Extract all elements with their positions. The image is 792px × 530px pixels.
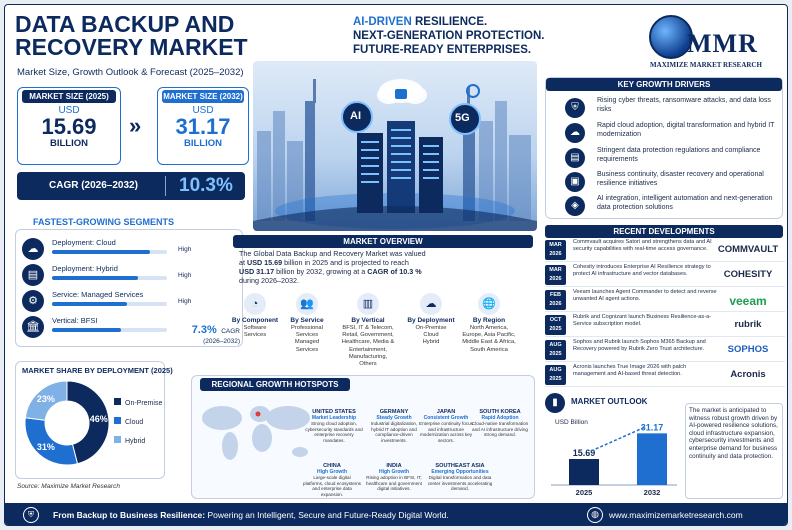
development-date: [545, 365, 566, 385]
tagline: [353, 15, 544, 57]
driver-item: [561, 122, 781, 146]
development-text: Acronis launches True Image 2026 with patch management and AI-based threat detection.: [573, 364, 687, 377]
pie-chart-icon: ◔: [244, 293, 266, 315]
development-date: [545, 265, 566, 285]
legend-swatch: [114, 436, 121, 443]
region-card: [427, 463, 493, 492]
driver-text: Stringent data protection regulations and compliance requirements: [597, 147, 761, 163]
cagr-label: CAGR (2026–2032): [49, 180, 138, 191]
driver-item: [561, 171, 781, 195]
segment-row: [22, 238, 232, 264]
date-month: AUG: [549, 367, 562, 373]
infographic-page: [4, 4, 788, 526]
segment-bar: [52, 302, 127, 306]
unit-label: BILLION: [184, 138, 222, 149]
bar-value-label: 15.69: [572, 447, 596, 458]
deployment-share-heading: MARKET SHARE BY DEPLOYMENT (2025): [22, 366, 173, 375]
segment-label: Deployment: Hybrid: [52, 264, 118, 273]
region-card: [471, 409, 529, 438]
bar-chart-icon: ▮: [545, 393, 565, 413]
building-icon: ▥: [357, 293, 379, 315]
legend-swatch: [114, 417, 121, 424]
region-desc: Enterprise continuity focus and infrastructure modernization across key sectors.: [419, 421, 473, 443]
driver-item: [561, 97, 781, 121]
donut-slice-label: 46%: [89, 413, 108, 424]
segment-label: Deployment: Cloud: [52, 238, 116, 247]
date-year: 2025: [549, 376, 562, 382]
overview-item-component: [227, 293, 283, 339]
development-text: Rubrik and Cognizant launch Business Resilience-as-a-Service subscription model.: [573, 314, 712, 327]
people-icon: 👥: [296, 293, 318, 315]
overview-line: [239, 258, 539, 267]
overview-item-deployment: [403, 293, 459, 347]
development-text: Cohesity introduces Enterprise AI Resilience strategy to protect AI infrastructure and vector databases.: [573, 264, 711, 277]
segment-level: High: [178, 272, 192, 279]
development-text: Veeam launches Agent Commander to detect and reverse unwanted AI agent actions.: [573, 289, 717, 302]
segment-bar: [52, 276, 138, 280]
footer-tagline: [53, 510, 449, 520]
cloud-icon: ☁: [420, 293, 442, 315]
regional-heading: REGIONAL GROWTH HOTSPOTS: [200, 378, 350, 391]
legend-label: On-Premise: [125, 400, 163, 407]
bar-2025: [569, 459, 599, 485]
region-desc: Digital transformation and data center investments accelerating demand.: [427, 475, 493, 492]
development-date: [545, 315, 566, 335]
currency-label: USD: [58, 105, 80, 116]
donut-slice-label: 31%: [36, 442, 55, 453]
deployment-donut-chart: [24, 380, 110, 466]
segment-level: High: [178, 246, 192, 253]
brand-logo-veeam: veeam: [729, 294, 767, 308]
market-size-2032-card: [157, 87, 249, 165]
driver-item: [561, 195, 781, 219]
segment-label: Vertical: BFSI: [52, 316, 98, 325]
overview-heading: MARKET OVERVIEW: [233, 235, 533, 248]
city-datacenter-illustration: [253, 61, 537, 231]
overview-item-heading: By Region: [472, 317, 506, 324]
title-line-2: RECOVERY MARKET: [15, 34, 248, 60]
segment-bar: [52, 250, 150, 254]
document-icon: ▤: [565, 148, 585, 168]
overview-item-heading: By Vertical: [351, 317, 385, 324]
date-year: 2026: [549, 276, 562, 282]
date-year: 2026: [549, 251, 562, 257]
region-status: High Growth: [379, 469, 409, 475]
segment-bar: [52, 328, 121, 332]
driver-text: Rapid cloud adoption, digital transformation and hybrid IT modernization: [597, 122, 775, 138]
overview-value-2032: USD 31.17: [239, 267, 275, 276]
region-status: Steady Growth: [376, 415, 412, 421]
region-name: INDIA: [386, 463, 402, 469]
deployment-share-panel: [15, 361, 173, 479]
legend-swatch: [114, 398, 121, 405]
segment-row: [22, 290, 232, 316]
date-year: 2026: [549, 301, 562, 307]
overview-fragment: billion by 2032, growing at a: [274, 267, 368, 276]
driver-item: [561, 147, 781, 171]
logo-mark: MMR: [687, 29, 758, 58]
region-status: Rapid Adoption: [481, 415, 519, 421]
cloud-icon: ☁: [565, 123, 585, 143]
source-note: Source: Maximize Market Research: [17, 483, 120, 490]
region-card: [365, 463, 423, 492]
server-icon: ▤: [22, 264, 44, 286]
driver-text: Business continuity, disaster recovery and operational resilience initiatives: [597, 171, 764, 187]
bar-value-label: 31.17: [640, 422, 664, 433]
legend-item: [114, 417, 162, 426]
overview-item-desc: Software Services: [243, 325, 267, 339]
overview-line: [239, 267, 539, 276]
overview-item-desc: Professional Services Managed Services: [291, 325, 323, 353]
market-size-2025-value: 15.69: [41, 114, 97, 139]
region-name: CHINA: [323, 463, 341, 469]
map-pin-icon: [256, 412, 261, 417]
globe-icon: 🌐: [478, 293, 500, 315]
segments-panel: [15, 229, 243, 347]
brand-logo-acronis: Acronis: [730, 369, 766, 380]
brand-logo-sophos: SOPHOS: [727, 344, 769, 355]
region-status: High Growth: [317, 469, 347, 475]
donut-legend: [114, 398, 162, 445]
shield-icon: ⛨: [565, 98, 585, 118]
date-month: OCT: [549, 317, 562, 323]
hero-illustration: [253, 61, 537, 231]
date-year: 2025: [549, 351, 562, 357]
region-desc: Large-scale digital platforms, cloud ecosystems and enterprise data expansion.: [303, 475, 361, 497]
brand-logo-cohesity: COHESITY: [723, 269, 773, 280]
date-year: 2025: [549, 326, 562, 332]
driver-text: AI integration, intelligent automation and next-generation data protection solutions: [597, 195, 773, 211]
development-item: [545, 264, 785, 287]
overview-item-heading: By Service: [290, 317, 324, 324]
unit-label: BILLION: [50, 138, 88, 149]
cagr-banner: [17, 172, 245, 200]
brand-logo-commvault: COMMVAULT: [717, 244, 779, 255]
outlook-ylabel: USD Billion: [555, 419, 588, 426]
development-date: [545, 290, 566, 310]
segments-heading: FASTEST-GROWING SEGMENTS: [33, 217, 175, 227]
region-name: GERMANY: [379, 409, 409, 415]
page-title: [15, 13, 335, 59]
title-line-1: DATA BACKUP AND: [15, 11, 235, 37]
overview-cagr: CAGR of 10.3 %: [367, 267, 422, 276]
overview-fragment: at: [239, 258, 247, 267]
driver-text: Rising cyber threats, ransomware attacks, and data loss risks: [597, 97, 771, 113]
date-month: MAR: [549, 267, 562, 273]
outlook-note: The market is anticipated to witness robust growth driven by AI-powered resilience solutions, cloud infrastructure expansion, cybersecurity investments and enterprise demand for business continuity and data protection.: [685, 403, 783, 499]
overview-item-desc: BFSI, IT & Telecom, Retail, Government, Healthcare, Media & Entertainment, Manufacturing, Others: [341, 325, 395, 368]
region-card: [305, 409, 363, 443]
currency-label: USD: [192, 105, 214, 116]
cloud-icon: ☁: [22, 238, 44, 260]
region-desc: Strong cloud adoption, cybersecurity standards and enterprise recovery mandates.: [305, 421, 363, 443]
briefcase-icon: ▣: [565, 172, 585, 192]
globe-icon: ◍: [587, 507, 603, 523]
bfsi-cagr-label: CAGR: [221, 328, 240, 335]
overview-item-service: [279, 293, 335, 354]
tagline-line-2: NEXT-GENERATION PROTECTION.: [353, 30, 545, 42]
tagline-line-3: FUTURE-READY ENTERPRISES.: [353, 44, 532, 56]
region-name: JAPAN: [436, 409, 456, 415]
region-desc: Cloud-native transformation and AI infrastructure driving strong demand.: [471, 421, 529, 438]
overview-item-vertical: [335, 293, 401, 368]
development-item: [545, 314, 785, 337]
world-map-illustration: [196, 394, 316, 468]
drivers-heading: KEY GROWTH DRIVERS: [546, 78, 782, 91]
shield-icon: ⛨: [23, 507, 39, 523]
date-month: MAR: [549, 242, 562, 248]
mmr-logo: [633, 11, 779, 71]
ai-badge-label: AI: [350, 110, 361, 122]
region-name: UNITED STATES: [312, 409, 356, 415]
donut-slice-label: 23%: [36, 393, 55, 404]
overview-value-2025: USD 15.69: [247, 258, 283, 267]
region-name: SOUTH KOREA: [479, 409, 521, 415]
footer-text: Powering an Intelligent, Secure and Future-Ready Digital World.: [207, 510, 449, 520]
overview-item-heading: By Component: [231, 317, 279, 324]
development-text: Sophos and Rubrik launch Sophos M365 Backup and Recovery powered by Rubrik Zero Trust architecture.: [573, 339, 706, 352]
overview-item-region: [457, 293, 521, 354]
overview-fragment: billion in 2025 and is projected to reach: [282, 258, 409, 267]
legend-label: Cloud: [125, 419, 144, 426]
legend-item: [114, 436, 162, 445]
donut-hole: [45, 401, 89, 445]
growth-arrow-icon: »: [129, 113, 142, 138]
development-item: [545, 289, 785, 312]
overview-line: during 2026–2032.: [239, 276, 299, 285]
development-item: [545, 364, 785, 387]
logo-name: MAXIMIZE MARKET RESEARCH: [650, 61, 762, 69]
market-size-2025-card: [17, 87, 121, 165]
website-link[interactable]: www.maximizemarketresearch.com: [609, 510, 743, 520]
footer-lead: From Backup to Business Resilience:: [53, 510, 206, 520]
region-card: [365, 409, 423, 443]
date-month: FEB: [550, 292, 561, 298]
market-size-2025-heading: MARKET SIZE (2025): [22, 90, 116, 103]
region-status: Consistent Growth: [423, 415, 469, 421]
cloud-lock-icon: [377, 79, 427, 104]
page-subtitle: Market Size, Growth Outlook & Forecast (2025–2032): [17, 67, 244, 78]
bank-icon: 🏛: [22, 316, 44, 338]
development-text: Commvault acquires Satori and strengthens data and AI security capabilities with real-time access governance.: [573, 239, 712, 252]
segment-row: [22, 264, 232, 290]
overview-item-heading: By Deployment: [407, 317, 455, 324]
outlook-heading: MARKET OUTLOOK: [571, 397, 648, 406]
legend-item: [114, 398, 162, 407]
x-tick-label: 2025: [575, 488, 593, 497]
segment-label: Service: Managed Services: [52, 290, 144, 299]
footer-bar: [5, 503, 788, 526]
growth-trend-arrow: [591, 427, 645, 451]
brand-logo-rubrik: rubrik: [734, 319, 762, 330]
development-item: [545, 239, 785, 262]
overview-line: The Global Data Backup and Recovery Market was valued: [239, 249, 426, 258]
tagline-line-1: RESILIENCE.: [414, 16, 488, 28]
overview-item-desc: On-Premise Cloud Hybrid: [415, 325, 447, 346]
cagr-divider: [165, 176, 166, 196]
overview-text: [239, 249, 539, 285]
bar-2032: [637, 433, 667, 485]
outlook-bar-chart: [545, 407, 681, 499]
overview-item-desc: North America, Europe, Asia Pacific, Middle East & Africa, South America: [462, 325, 516, 353]
market-size-2032-heading: MARKET SIZE (2032): [163, 92, 243, 101]
bfsi-cagr-period: (2026–2032): [203, 338, 240, 345]
date-month: AUG: [549, 342, 562, 348]
market-size-2032-value: 31.17: [175, 114, 231, 139]
development-item: [545, 339, 785, 362]
cagr-value: 10.3%: [179, 175, 233, 196]
region-card: [303, 463, 361, 497]
region-card: [417, 409, 475, 443]
region-status: Emerging Opportunities: [431, 469, 489, 475]
development-date: [545, 340, 566, 360]
5g-badge-label: 5G: [455, 112, 470, 124]
developments-heading: RECENT DEVELOPMENTS: [545, 225, 783, 238]
region-desc: Industrial digitalization, hybrid IT adoption and compliance-driven investments.: [370, 421, 418, 443]
tagline-highlight: AI-DRIVEN: [353, 16, 412, 28]
chip-icon: ◈: [565, 196, 585, 216]
legend-label: Hybrid: [125, 438, 146, 445]
gear-icon: ⚙: [22, 290, 44, 312]
x-tick-label: 2032: [643, 488, 661, 497]
development-date: [545, 240, 566, 260]
region-name: SOUTHEAST ASIA: [435, 463, 485, 469]
region-status: Market Leadership: [311, 415, 357, 421]
bfsi-cagr-value: 7.3%: [191, 324, 217, 336]
region-desc: Rising adoption in BFSI, IT, healthcare and government digital initiatives.: [366, 475, 422, 492]
segment-level: High: [178, 298, 192, 305]
